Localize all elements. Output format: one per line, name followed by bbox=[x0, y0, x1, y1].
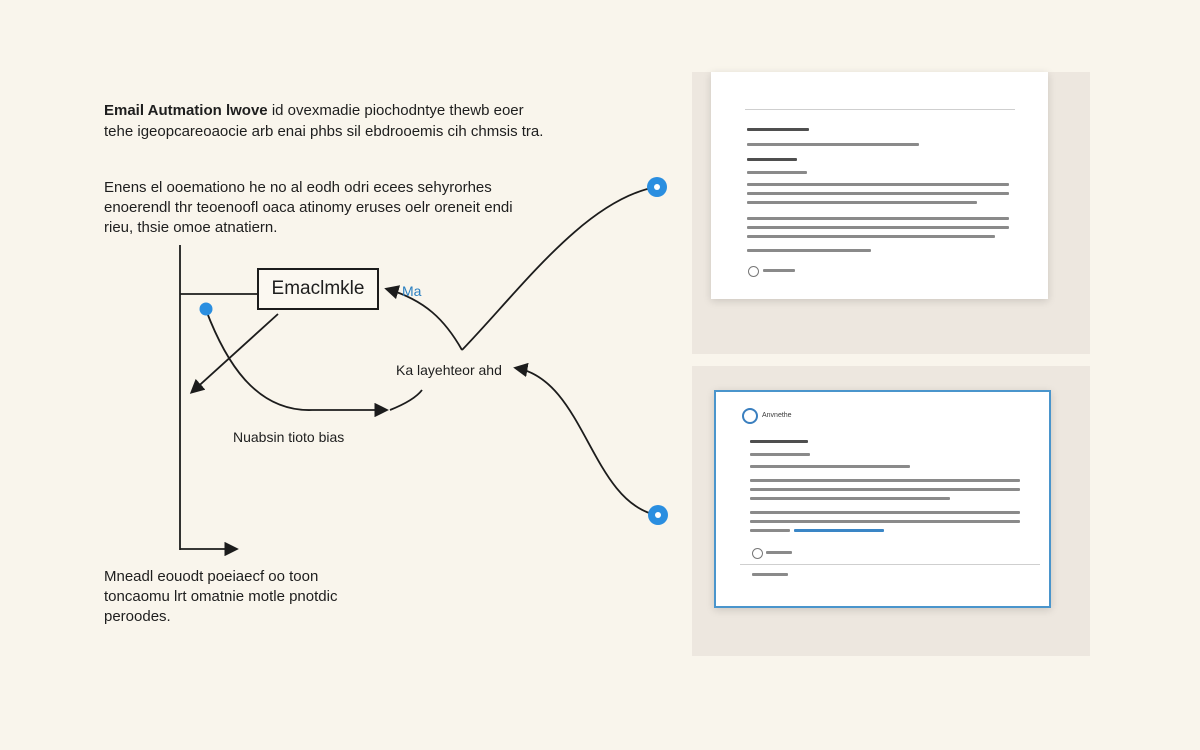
connector-dot-doc1-center bbox=[654, 184, 660, 190]
email-template-node bbox=[257, 268, 379, 310]
doc2-to-middle-curve bbox=[516, 368, 656, 515]
radio-icon bbox=[748, 266, 759, 277]
intro-body: id ovexmadie piochodntye thewb eoer tehe igeopcareoaocie arb enai phbs sil ebdrooemis cih chmsis tra. bbox=[104, 102, 544, 140]
brand-logo-icon bbox=[742, 408, 758, 424]
node-label: Emaclmkle bbox=[271, 278, 365, 299]
bottom-label: Nuabsin tioto bias bbox=[233, 429, 345, 445]
email-preview-1 bbox=[711, 72, 1048, 299]
intro-title: Email Autmation lwove bbox=[104, 102, 268, 119]
box-down-arrow bbox=[192, 314, 278, 392]
middle-tail-curve bbox=[390, 390, 422, 410]
blue-label: Ma bbox=[402, 283, 422, 299]
radio-icon bbox=[752, 548, 763, 559]
middle-to-box-curve bbox=[387, 289, 462, 350]
middle-label: Ka layehteor ahd bbox=[396, 362, 502, 378]
connector-dot-left bbox=[200, 303, 213, 316]
doc2-heading: Anvnethe bbox=[762, 412, 792, 419]
connector-dot-doc2-center bbox=[655, 512, 661, 518]
loop-curve bbox=[206, 310, 386, 410]
description-paragraph: Enens el ooemationo he no al eodh odri ecees sehyrorhes enoerendl thr teoenoofl oaca atinomy eruses oelr oreneit endi rieu, thsie omoe atnatiern. bbox=[104, 179, 513, 236]
email-preview-2 bbox=[714, 390, 1051, 608]
to-doc1-curve bbox=[462, 187, 656, 350]
footnote-text: Mneadl eouodt poeiaecf oo toon toncaomu lrt omatnie motle pnotdic peroodes. bbox=[104, 568, 338, 625]
